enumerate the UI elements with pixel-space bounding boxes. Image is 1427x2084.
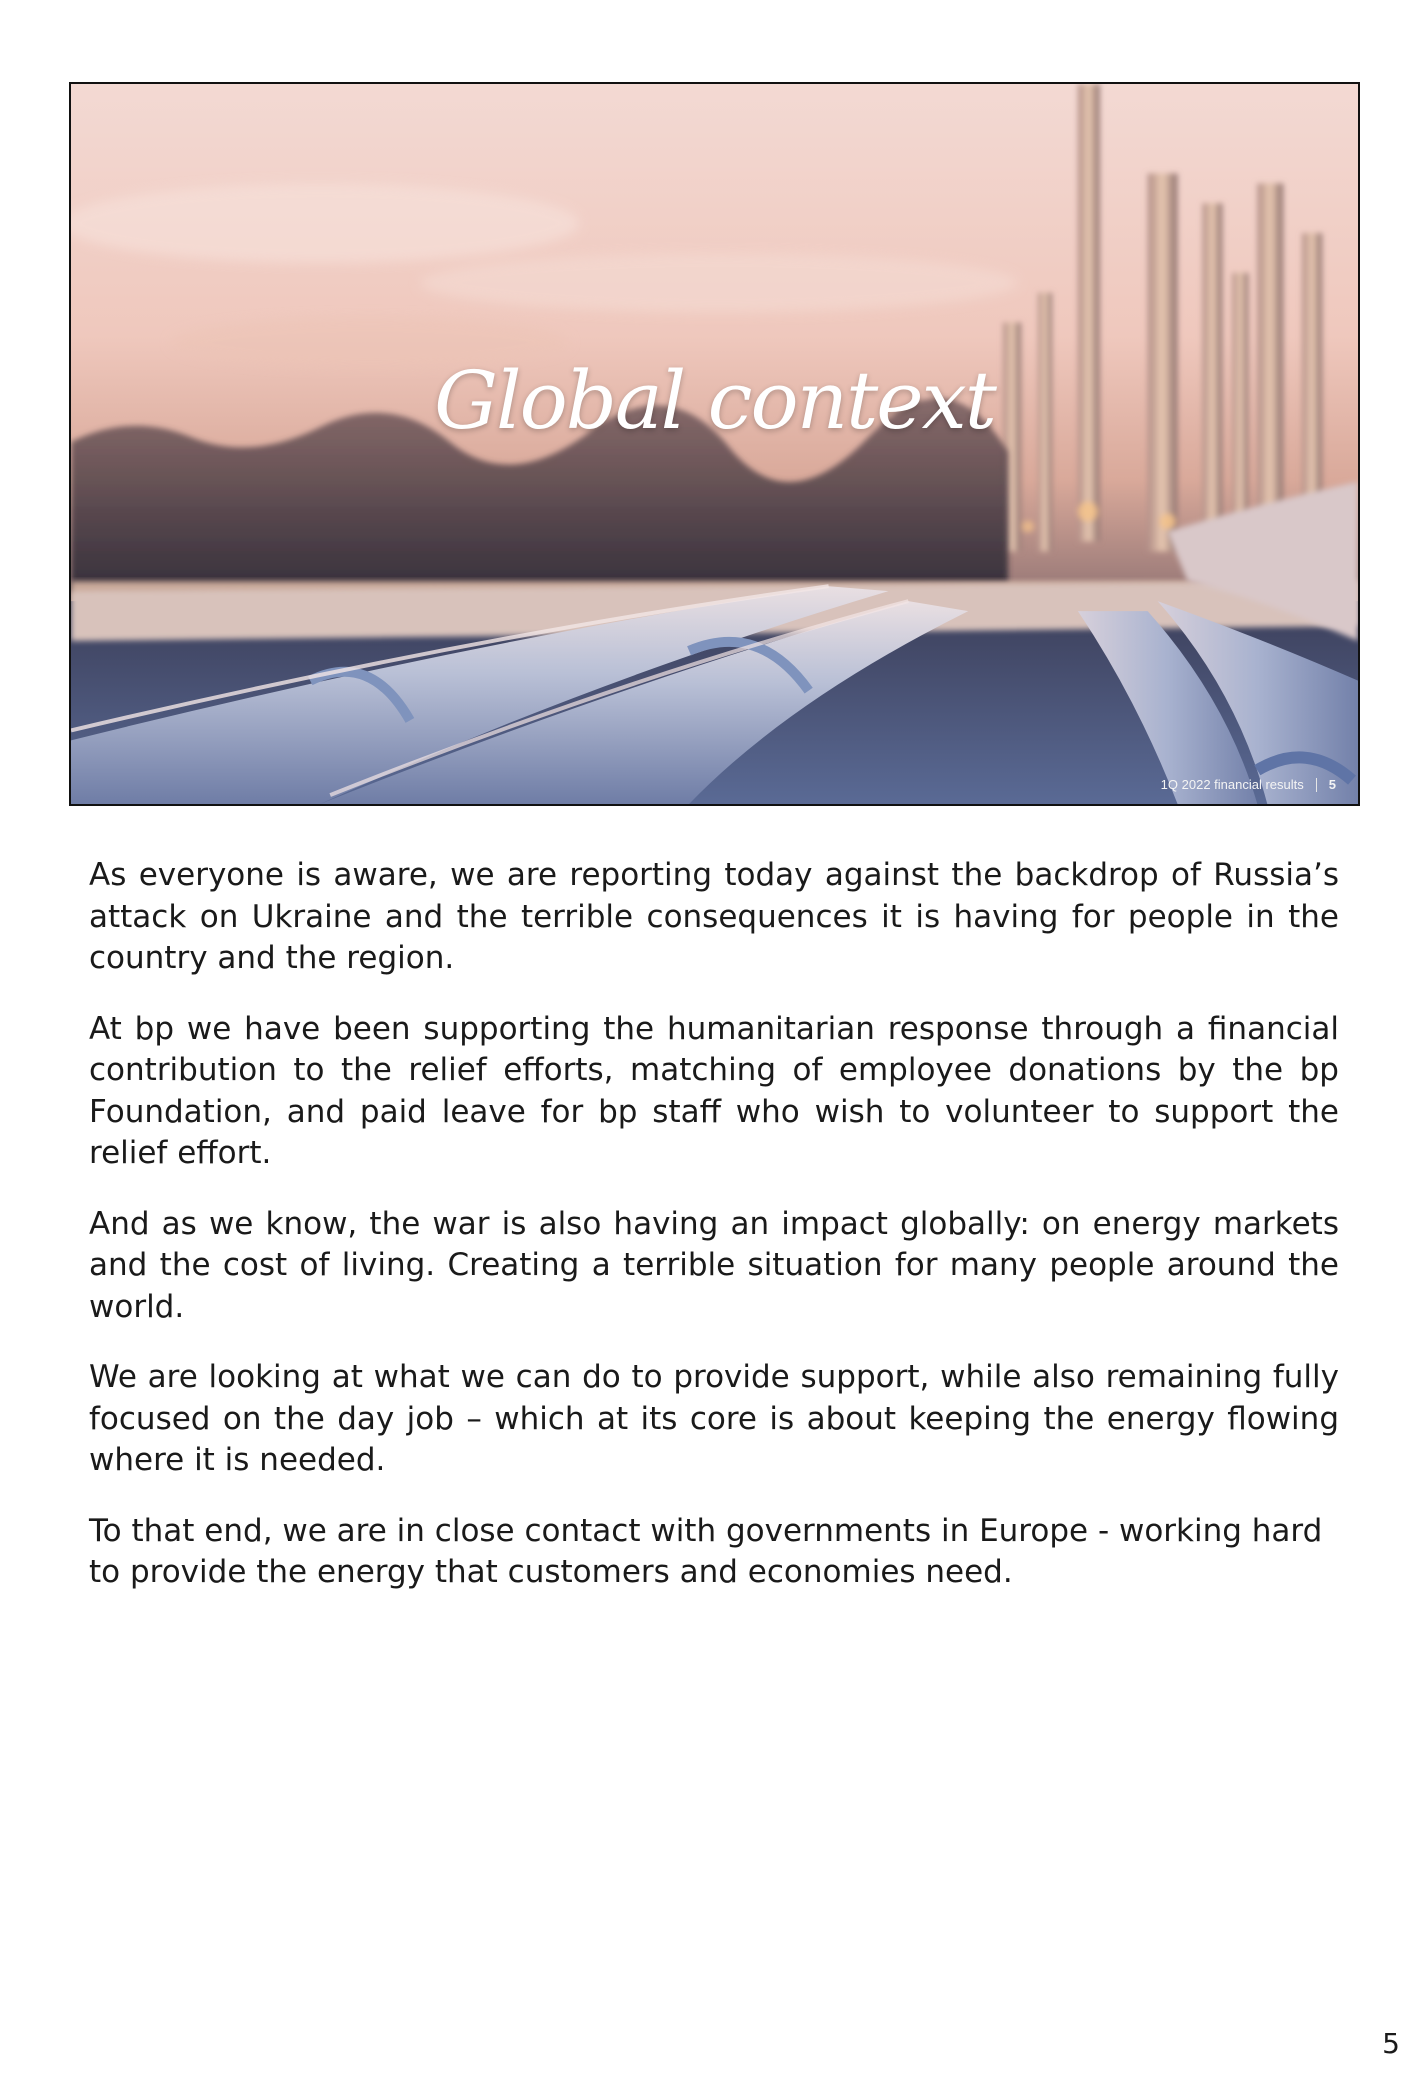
slide-image xyxy=(69,82,1360,806)
paragraph: At bp we have been supporting the humanitarian response through a financial contribution to the relief efforts, matching of employee donations by the bp Foundation, and paid leave for bp staff who wish to volunteer to support the relief effort. xyxy=(89,1010,1339,1171)
paragraph: As everyone is aware, we are reporting today against the backdrop of Russia’s attack on Ukraine and the terrible consequences it is having for people in the country and the region. xyxy=(89,857,1339,976)
footer-separator xyxy=(1316,778,1317,792)
body-text xyxy=(89,855,1339,1623)
paragraph: And as we know, the war is also having an impact globally: on energy markets and the cost of living. Creating a terrible situation for many people around the world. xyxy=(89,1205,1339,1325)
slide-title: Global context xyxy=(434,354,995,447)
slide-footer-page: 5 xyxy=(1328,777,1336,792)
slide-footer-label: 1Q 2022 financial results xyxy=(1160,777,1304,792)
paragraph: We are looking at what we can do to provide support, while also remaining fully focused on the day job – which at its core is about keeping the energy flowing where it is needed. xyxy=(89,1359,1339,1478)
slide-footer xyxy=(1161,777,1336,792)
page-number: 5 xyxy=(1382,2027,1400,2060)
paragraph: To that end, we are in close contact with governments in Europe - working hard to provide the energy that customers and economies need. xyxy=(89,1512,1323,1590)
